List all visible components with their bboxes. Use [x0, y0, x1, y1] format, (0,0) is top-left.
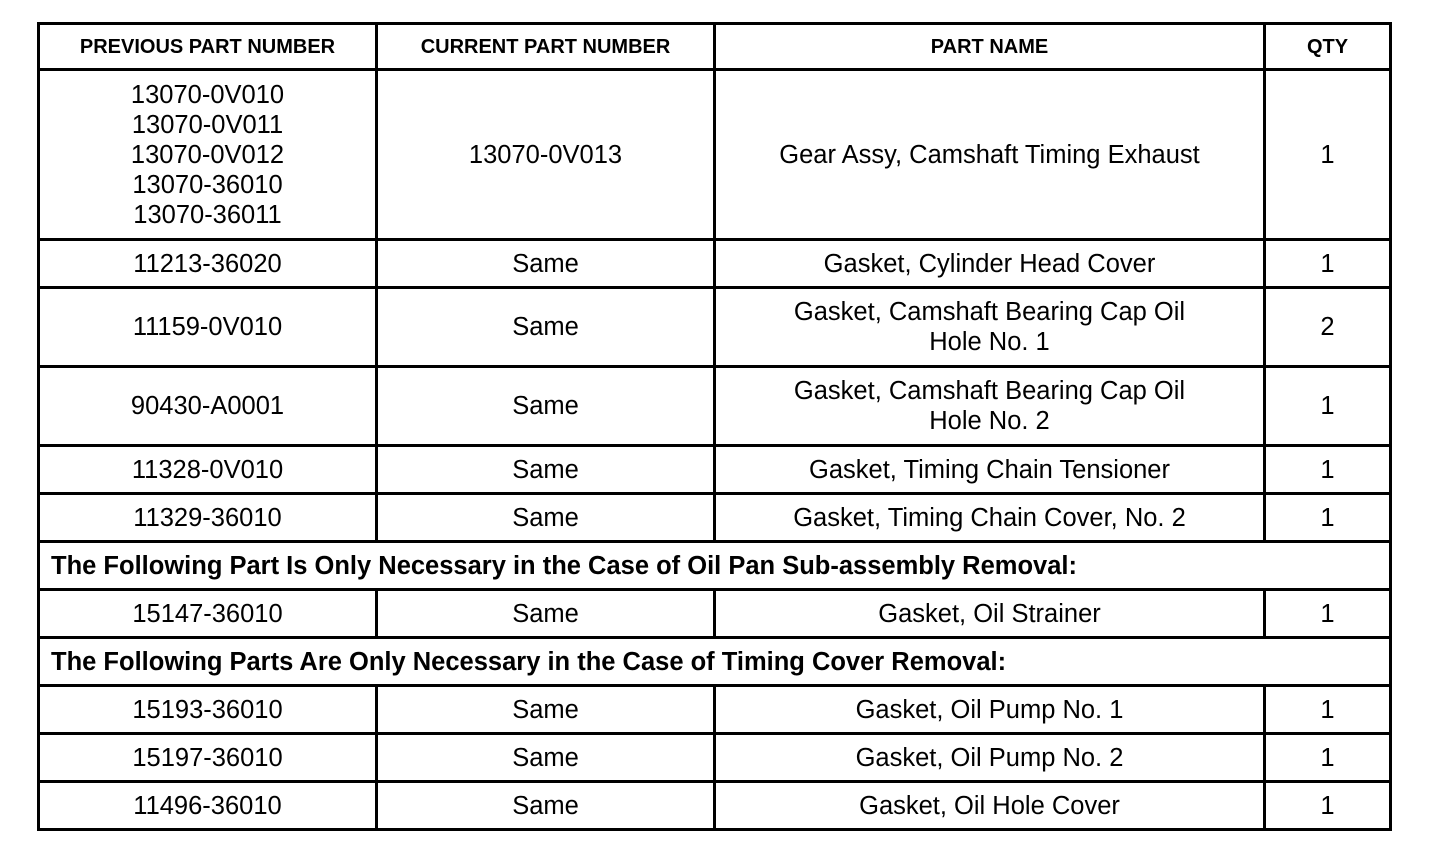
- part-name-cell: [715, 288, 1265, 367]
- previous-part-number: 11329-36010: [39, 494, 377, 542]
- table-row: [39, 288, 1391, 367]
- previous-part-number: 13070-0V010: [130, 80, 285, 109]
- quantity: 1: [1265, 734, 1391, 782]
- quantity: 1: [1265, 240, 1391, 288]
- part-name: Gear Assy, Camshaft Timing Exhaust: [715, 70, 1265, 240]
- current-part-number: Same: [377, 494, 715, 542]
- current-part-number: Same: [377, 240, 715, 288]
- previous-part-number: 11496-36010: [39, 782, 377, 830]
- part-name: Gasket, Oil Strainer: [715, 590, 1265, 638]
- table-row: [39, 446, 1391, 494]
- quantity: 1: [1265, 782, 1391, 830]
- header-current-part-number: CURRENT PART NUMBER: [377, 24, 715, 70]
- table-row: [39, 367, 1391, 446]
- current-part-number: 13070-0V013: [377, 70, 715, 240]
- previous-part-number: 15193-36010: [39, 686, 377, 734]
- quantity: 1: [1265, 446, 1391, 494]
- previous-part-number: 11213-36020: [39, 240, 377, 288]
- previous-part-number: 13070-36011: [133, 200, 282, 229]
- previous-part-number: 11328-0V010: [39, 446, 377, 494]
- previous-part-number-cell: [39, 70, 377, 240]
- table-row: [39, 686, 1391, 734]
- quantity: 1: [1265, 590, 1391, 638]
- section-heading-timing-cover: [39, 638, 1391, 686]
- part-name: Gasket, Timing Chain Tensioner: [715, 446, 1265, 494]
- quantity: 1: [1265, 70, 1391, 240]
- table-row: [39, 590, 1391, 638]
- previous-part-number: 13070-36010: [132, 170, 283, 199]
- current-part-number: Same: [377, 782, 715, 830]
- previous-part-number: 13070-0V011: [131, 110, 284, 139]
- previous-part-number: 11159-0V010: [39, 288, 377, 367]
- section-heading-oil-pan: [39, 542, 1391, 590]
- current-part-number: Same: [377, 734, 715, 782]
- table-row: [39, 70, 1391, 240]
- current-part-number: Same: [377, 288, 715, 367]
- part-name-cell: [715, 367, 1265, 446]
- part-name: Gasket, Oil Hole Cover: [715, 782, 1265, 830]
- table-row: [39, 240, 1391, 288]
- section-label: The Following Part Is Only Necessary in the Case of Oil Pan Sub-assembly Removal:: [39, 542, 1391, 590]
- table-row: [39, 734, 1391, 782]
- current-part-number: Same: [377, 590, 715, 638]
- header-row: [39, 24, 1391, 70]
- part-name-line: Hole No. 2: [929, 407, 1050, 435]
- quantity: 2: [1265, 288, 1391, 367]
- part-name-line: Hole No. 1: [929, 328, 1050, 356]
- previous-part-number: 90430-A0001: [39, 367, 377, 446]
- part-name: Gasket, Oil Pump No. 2: [715, 734, 1265, 782]
- part-name: Gasket, Oil Pump No. 1: [715, 686, 1265, 734]
- current-part-number: Same: [377, 367, 715, 446]
- part-name: Gasket, Timing Chain Cover, No. 2: [715, 494, 1265, 542]
- quantity: 1: [1265, 686, 1391, 734]
- header-part-name: PART NAME: [715, 24, 1265, 70]
- previous-part-number: 13070-0V012: [130, 140, 285, 169]
- quantity: 1: [1265, 494, 1391, 542]
- current-part-number: Same: [377, 446, 715, 494]
- quantity: 1: [1265, 367, 1391, 446]
- current-part-number: Same: [377, 686, 715, 734]
- header-qty: QTY: [1265, 24, 1391, 70]
- previous-part-number: 15197-36010: [39, 734, 377, 782]
- table-row: [39, 494, 1391, 542]
- previous-part-number: 15147-36010: [39, 590, 377, 638]
- section-label: The Following Parts Are Only Necessary in the Case of Timing Cover Removal:: [39, 638, 1391, 686]
- part-name: Gasket, Cylinder Head Cover: [715, 240, 1265, 288]
- part-name-line: Gasket, Camshaft Bearing Cap Oil: [793, 298, 1186, 326]
- part-name-line: Gasket, Camshaft Bearing Cap Oil: [793, 377, 1186, 405]
- table-row: [39, 782, 1391, 830]
- header-previous-part-number: PREVIOUS PART NUMBER: [39, 24, 377, 70]
- parts-table: [37, 22, 1392, 831]
